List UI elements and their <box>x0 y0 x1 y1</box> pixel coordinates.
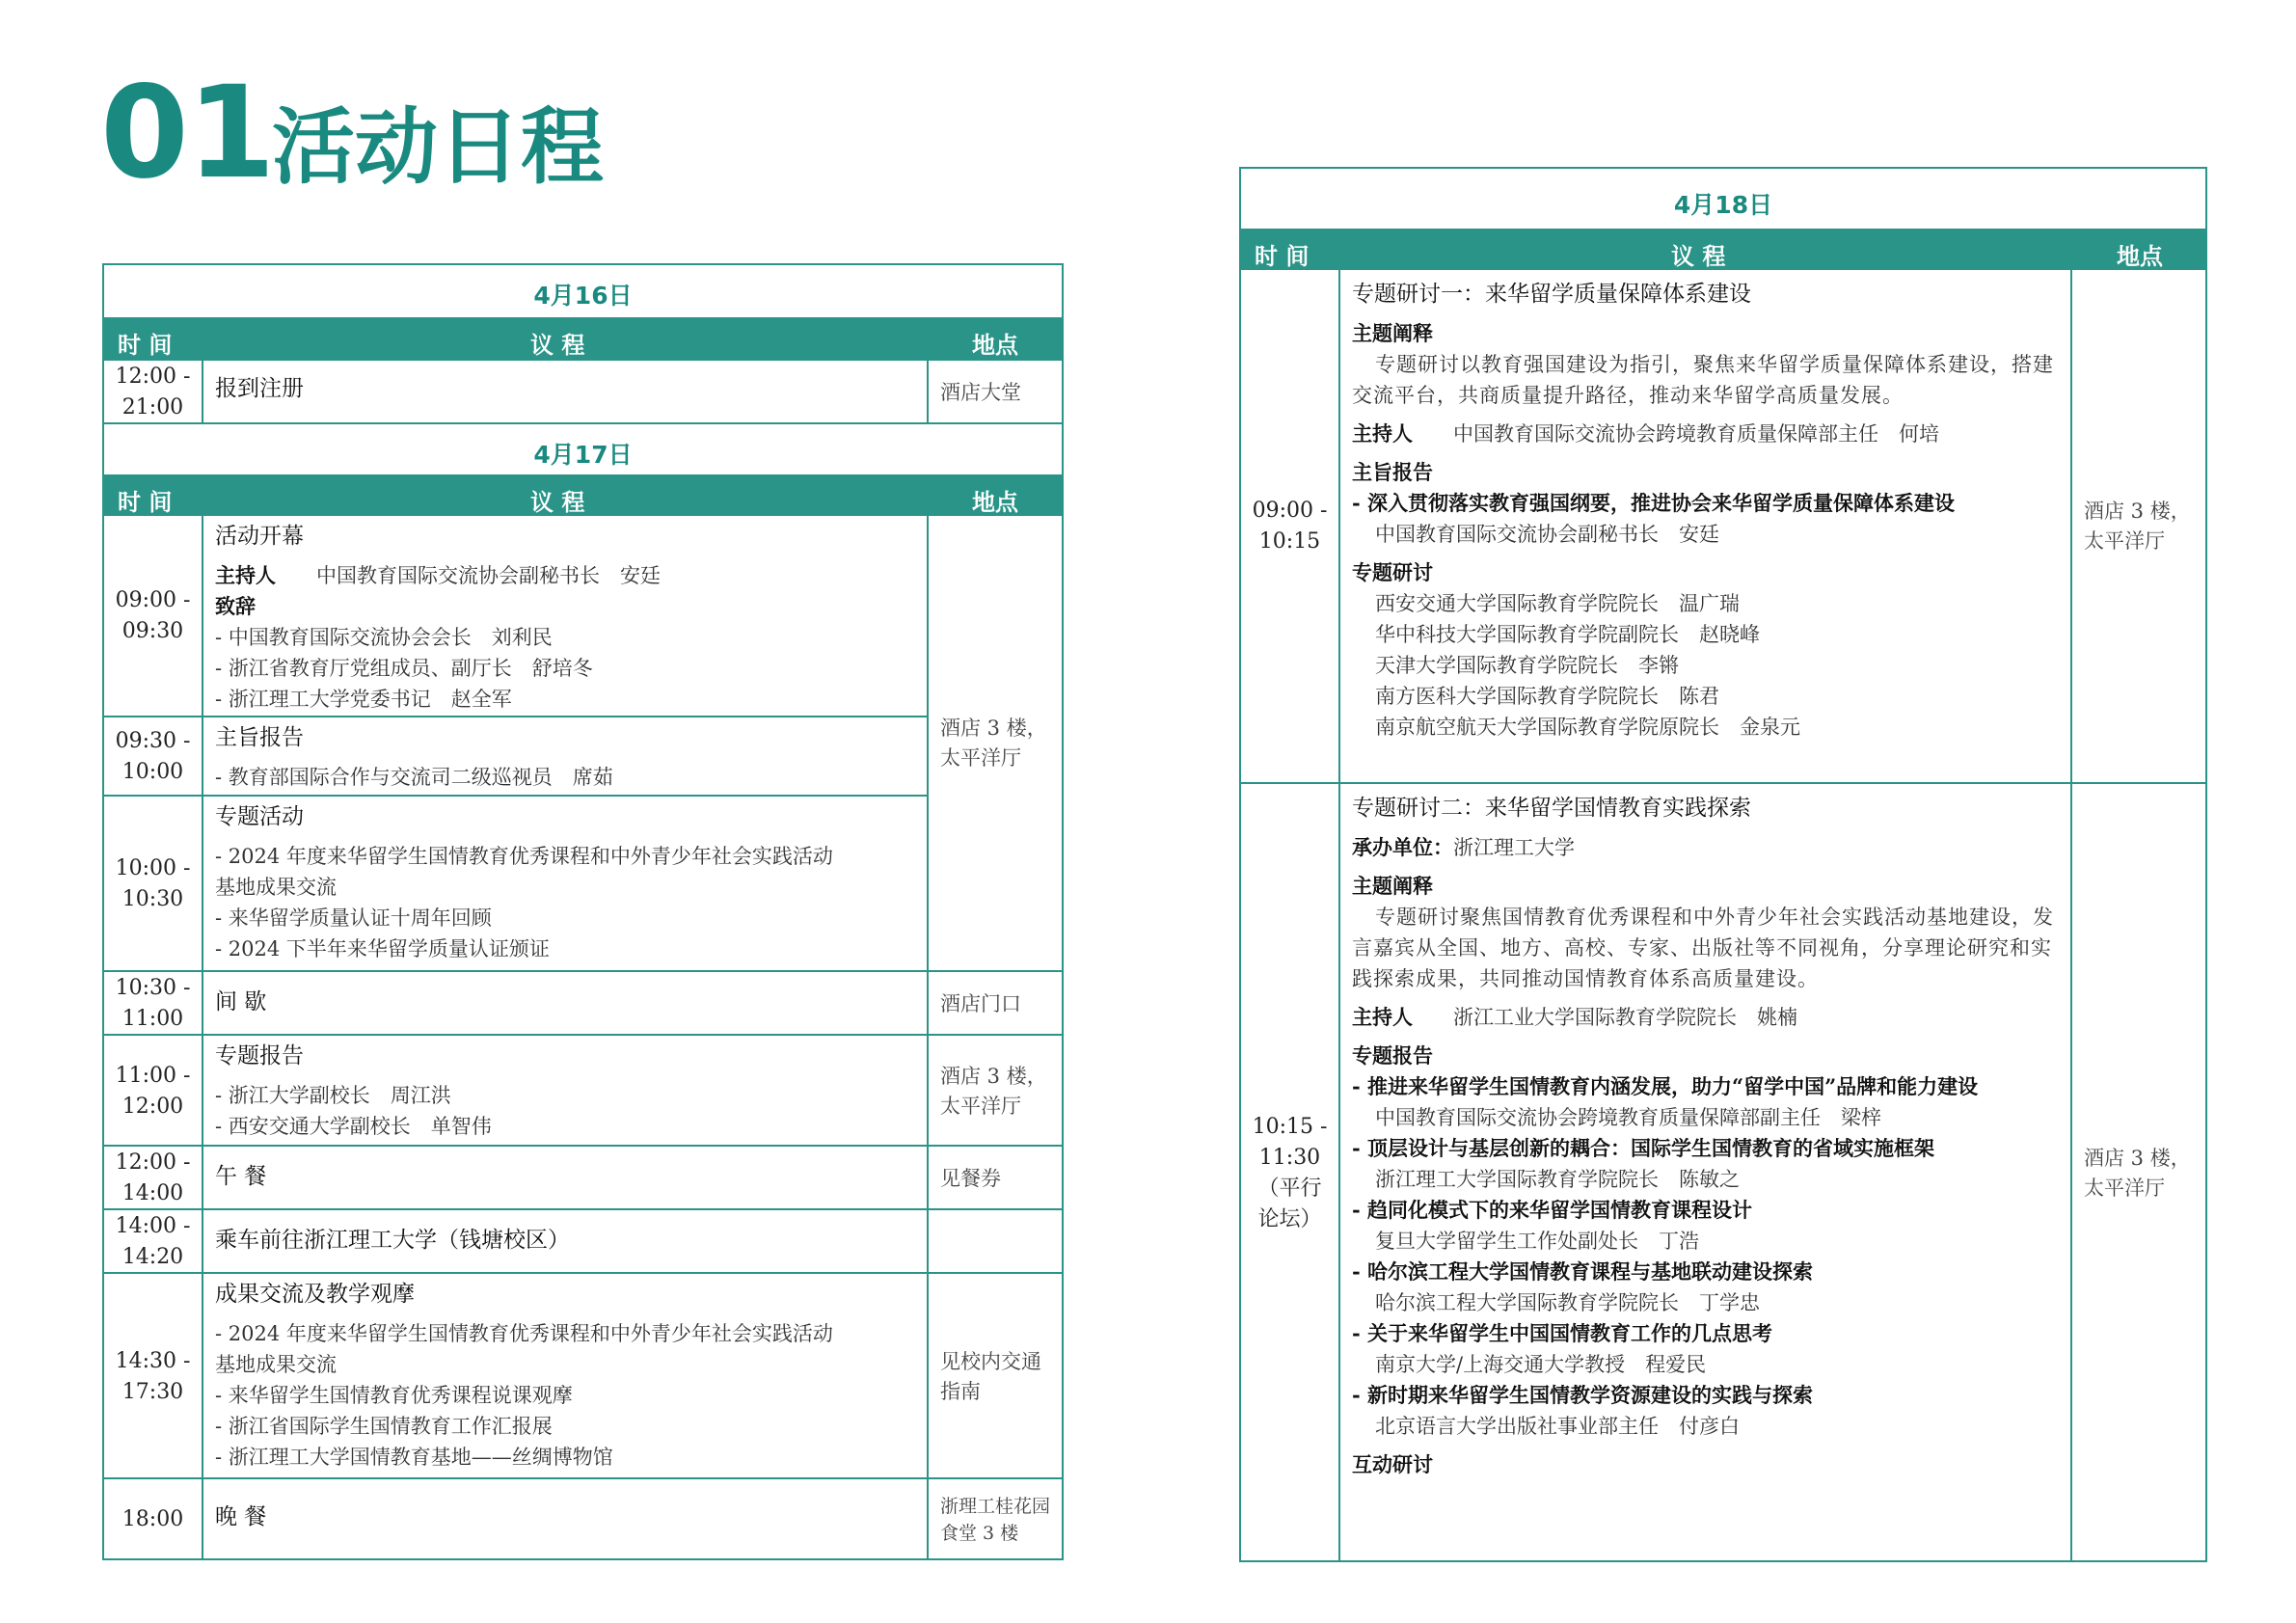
table-row <box>104 970 1062 1036</box>
col-time: 时 间 <box>1255 243 1310 270</box>
table-row <box>104 516 927 716</box>
host: 浙江工业大学国际教育学院院长 姚楠 <box>1453 1006 1797 1029</box>
report-label: 专题报告 <box>1352 1043 1433 1068</box>
col-place: 地点 <box>972 489 1018 516</box>
report-speaker: 南京大学/上海交通大学教授 程爱民 <box>1375 1353 1707 1376</box>
host: 中国教育国际交流协会副秘书长 安廷 <box>316 564 661 587</box>
report-speaker: 北京语言大学出版社事业部主任 付彦白 <box>1375 1415 1740 1438</box>
list-item: 天津大学国际教育学院院长 李锵 <box>1375 654 1679 677</box>
col-place: 地点 <box>2117 243 2163 270</box>
table-row <box>1241 782 2205 1562</box>
table-header <box>1241 229 2205 270</box>
list-item: 基地成果交流 <box>215 1353 337 1376</box>
list-item: - 2024 下半年来华留学质量认证颁证 <box>215 937 550 960</box>
table-row <box>104 1145 1062 1210</box>
time-cell: 14:30 - 17:30 <box>104 1274 203 1479</box>
list-item: - 浙江理工大学国情教育基地——丝绸博物馆 <box>215 1446 613 1469</box>
col-agenda: 议 程 <box>1671 243 1726 270</box>
list-item: 华中科技大学国际教育学院副院长 赵晓峰 <box>1375 623 1760 646</box>
list-item: - 浙江理工大学党委书记 赵全军 <box>215 688 512 711</box>
section-title: 活动日程 <box>272 99 604 196</box>
time-cell: 09:00 - 10:15 <box>1241 270 1340 782</box>
col-agenda: 议 程 <box>530 332 585 359</box>
list-item: - 来华留学生国情教育优秀课程说课观摩 <box>215 1384 573 1407</box>
agenda-title: 间 歇 <box>215 989 267 1014</box>
report-speaker: 浙江理工大学国际教育学院院长 陈敏之 <box>1375 1168 1740 1191</box>
list-item: 南方医科大学国际教育学院院长 陈君 <box>1375 685 1719 708</box>
agenda-title: 晚 餐 <box>215 1504 267 1529</box>
time-cell: 10:00 - 10:30 <box>104 797 203 972</box>
schedule-table-apr16-17 <box>102 263 1064 1560</box>
date-apr18: 4月18日 <box>1673 191 1773 219</box>
report-title: - 趋同化模式下的来华留学国情教育课程设计 <box>1352 1198 1753 1222</box>
time-cell: 12:00 - 21:00 <box>104 361 203 424</box>
list-item: - 2024 年度来华留学生国情教育优秀课程和中外青少年社会实践活动 <box>215 845 833 868</box>
intro-label: 主题阐释 <box>1352 874 1433 898</box>
place-cell: 酒店门口 <box>927 972 1062 1036</box>
list-item: 南京航空航天大学国际教育学院原院长 金泉元 <box>1375 716 1800 739</box>
time-cell: 12:00 - 14:00 <box>104 1147 203 1210</box>
place-cell: 酒店 3 楼，太平洋厅 <box>927 516 1062 970</box>
table-row <box>104 716 927 797</box>
agenda-title: 专题研讨二：来华留学国情教育实践探索 <box>1352 796 1751 821</box>
table-row <box>104 1477 1062 1560</box>
schedule-table-apr18 <box>1239 167 2207 1562</box>
list-item: - 西安交通大学副校长 单智伟 <box>215 1115 492 1138</box>
time-cell: 11:00 - 12:00 <box>104 1036 203 1147</box>
agenda-title: 主旨报告 <box>215 725 304 750</box>
time-cell: 09:00 - 09:30 <box>104 516 203 716</box>
col-agenda: 议 程 <box>530 489 585 516</box>
list-item: - 2024 年度来华留学生国情教育优秀课程和中外青少年社会实践活动 <box>215 1322 833 1345</box>
agenda-title: 专题活动 <box>215 804 304 829</box>
place-cell <box>927 1210 1062 1274</box>
date-apr17: 4月17日 <box>533 441 633 469</box>
time-cell: 10:30 - 11:00 <box>104 972 203 1036</box>
intro-label: 主题阐释 <box>1352 321 1433 345</box>
intro-text: 专题研讨以教育强国建设为指引，聚焦来华留学质量保障体系建设，搭建交流平台，共商质量提升路径，推动来华留学高质量发展。 <box>1352 353 2054 407</box>
time-cell: 10:15 - 11:30 （平行 论坛） <box>1241 784 1340 1562</box>
time-cell: 09:30 - 10:00 <box>104 717 203 797</box>
keynote-speaker: 中国教育国际交流协会副秘书长 安廷 <box>1375 523 1719 546</box>
table-row <box>104 1034 1062 1147</box>
table-header <box>104 474 1062 516</box>
col-time: 时 间 <box>118 489 173 516</box>
agenda-title: 报到注册 <box>215 376 304 401</box>
host-label: 主持人 <box>215 563 276 587</box>
date-apr16: 4月16日 <box>533 282 633 310</box>
panel-label: 专题研讨 <box>1352 560 1433 584</box>
list-item: 西安交通大学国际教育学院院长 温广瑞 <box>1375 592 1740 615</box>
place-cell: 浙理工桂花园食堂 3 楼 <box>927 1479 1062 1560</box>
list-item: - 教育部国际合作与交流司二级巡视员 席茹 <box>215 766 613 789</box>
time-cell: 14:00 - 14:20 <box>104 1210 203 1274</box>
place-cell: 酒店 3 楼，太平洋厅 <box>2070 270 2205 782</box>
interact-label: 互动研讨 <box>1352 1452 1433 1476</box>
list-item: 基地成果交流 <box>215 876 337 899</box>
org-label: 承办单位： <box>1352 835 1453 859</box>
report-title: - 新时期来华留学生国情教学资源建设的实践与探索 <box>1352 1383 1814 1407</box>
report-title: - 顶层设计与基层创新的耦合：国际学生国情教育的省域实施框架 <box>1352 1136 1935 1160</box>
speech-label: 致辞 <box>215 594 256 618</box>
report-title: - 哈尔滨工程大学国情教育课程与基地联动建设探索 <box>1352 1259 1814 1284</box>
table-row <box>104 359 1062 424</box>
table-row <box>104 1208 1062 1274</box>
place-cell: 见餐券 <box>927 1147 1062 1210</box>
table-row <box>1241 270 2205 782</box>
report-title: - 推进来华留学生国情教育内涵发展，助力“留学中国”品牌和能力建设 <box>1352 1074 1979 1098</box>
list-item: - 浙江省国际学生国情教育工作汇报展 <box>215 1415 553 1438</box>
agenda-title: 成果交流及教学观摩 <box>215 1282 415 1307</box>
agenda-title: 专题报告 <box>215 1043 304 1068</box>
place-cell: 酒店大堂 <box>927 361 1062 424</box>
col-place: 地点 <box>972 332 1018 359</box>
agenda-title: 乘车前往浙江理工大学（钱塘校区） <box>215 1228 570 1253</box>
place-cell: 见校内交通指南 <box>927 1274 1062 1479</box>
agenda-title: 专题研讨一：来华留学质量保障体系建设 <box>1352 282 1751 307</box>
table-row <box>104 795 927 972</box>
time-cell: 18:00 <box>104 1479 203 1560</box>
list-item: - 浙江省教育厅党组成员、副厅长 舒培冬 <box>215 657 593 680</box>
table-row <box>104 1272 1062 1479</box>
agenda-title: 午 餐 <box>215 1164 267 1189</box>
keynote-label: 主旨报告 <box>1352 460 1433 484</box>
intro-text: 专题研讨聚焦国情教育优秀课程和中外青少年社会实践活动基地建设，发言嘉宾从全国、地方、高校、专家、出版社等不同视角，分享理论研究和实践探索成果，共同推动国情教育体系高质量建设。 <box>1352 906 2054 990</box>
agenda-title: 活动开幕 <box>215 524 304 549</box>
report-speaker: 复旦大学留学生工作处副处长 丁浩 <box>1375 1230 1699 1253</box>
list-item: - 浙江大学副校长 周江洪 <box>215 1084 451 1107</box>
host-label: 主持人 <box>1352 1005 1413 1029</box>
report-speaker: 中国教育国际交流协会跨境教育质量保障部副主任 梁梓 <box>1375 1106 1881 1129</box>
report-speaker: 哈尔滨工程大学国际教育学院院长 丁学忠 <box>1375 1291 1760 1314</box>
place-cell: 酒店 3 楼，太平洋厅 <box>927 1036 1062 1147</box>
keynote-title: - 深入贯彻落实教育强国纲要，推进协会来华留学质量保障体系建设 <box>1352 491 1956 515</box>
list-item: - 来华留学质量认证十周年回顾 <box>215 906 492 930</box>
org: 浙江理工大学 <box>1453 836 1575 859</box>
host-label: 主持人 <box>1352 421 1413 446</box>
report-title: - 关于来华留学生中国国情教育工作的几点思考 <box>1352 1321 1773 1345</box>
section-number: 01 <box>100 59 274 207</box>
place-cell: 酒店 3 楼，太平洋厅 <box>2070 784 2205 1562</box>
col-time: 时 间 <box>118 332 173 359</box>
host: 中国教育国际交流协会跨境教育质量保障部主任 何培 <box>1453 422 1939 446</box>
list-item: - 中国教育国际交流协会会长 刘利民 <box>215 626 553 649</box>
table-header <box>104 317 1062 359</box>
date-row <box>104 422 1062 476</box>
